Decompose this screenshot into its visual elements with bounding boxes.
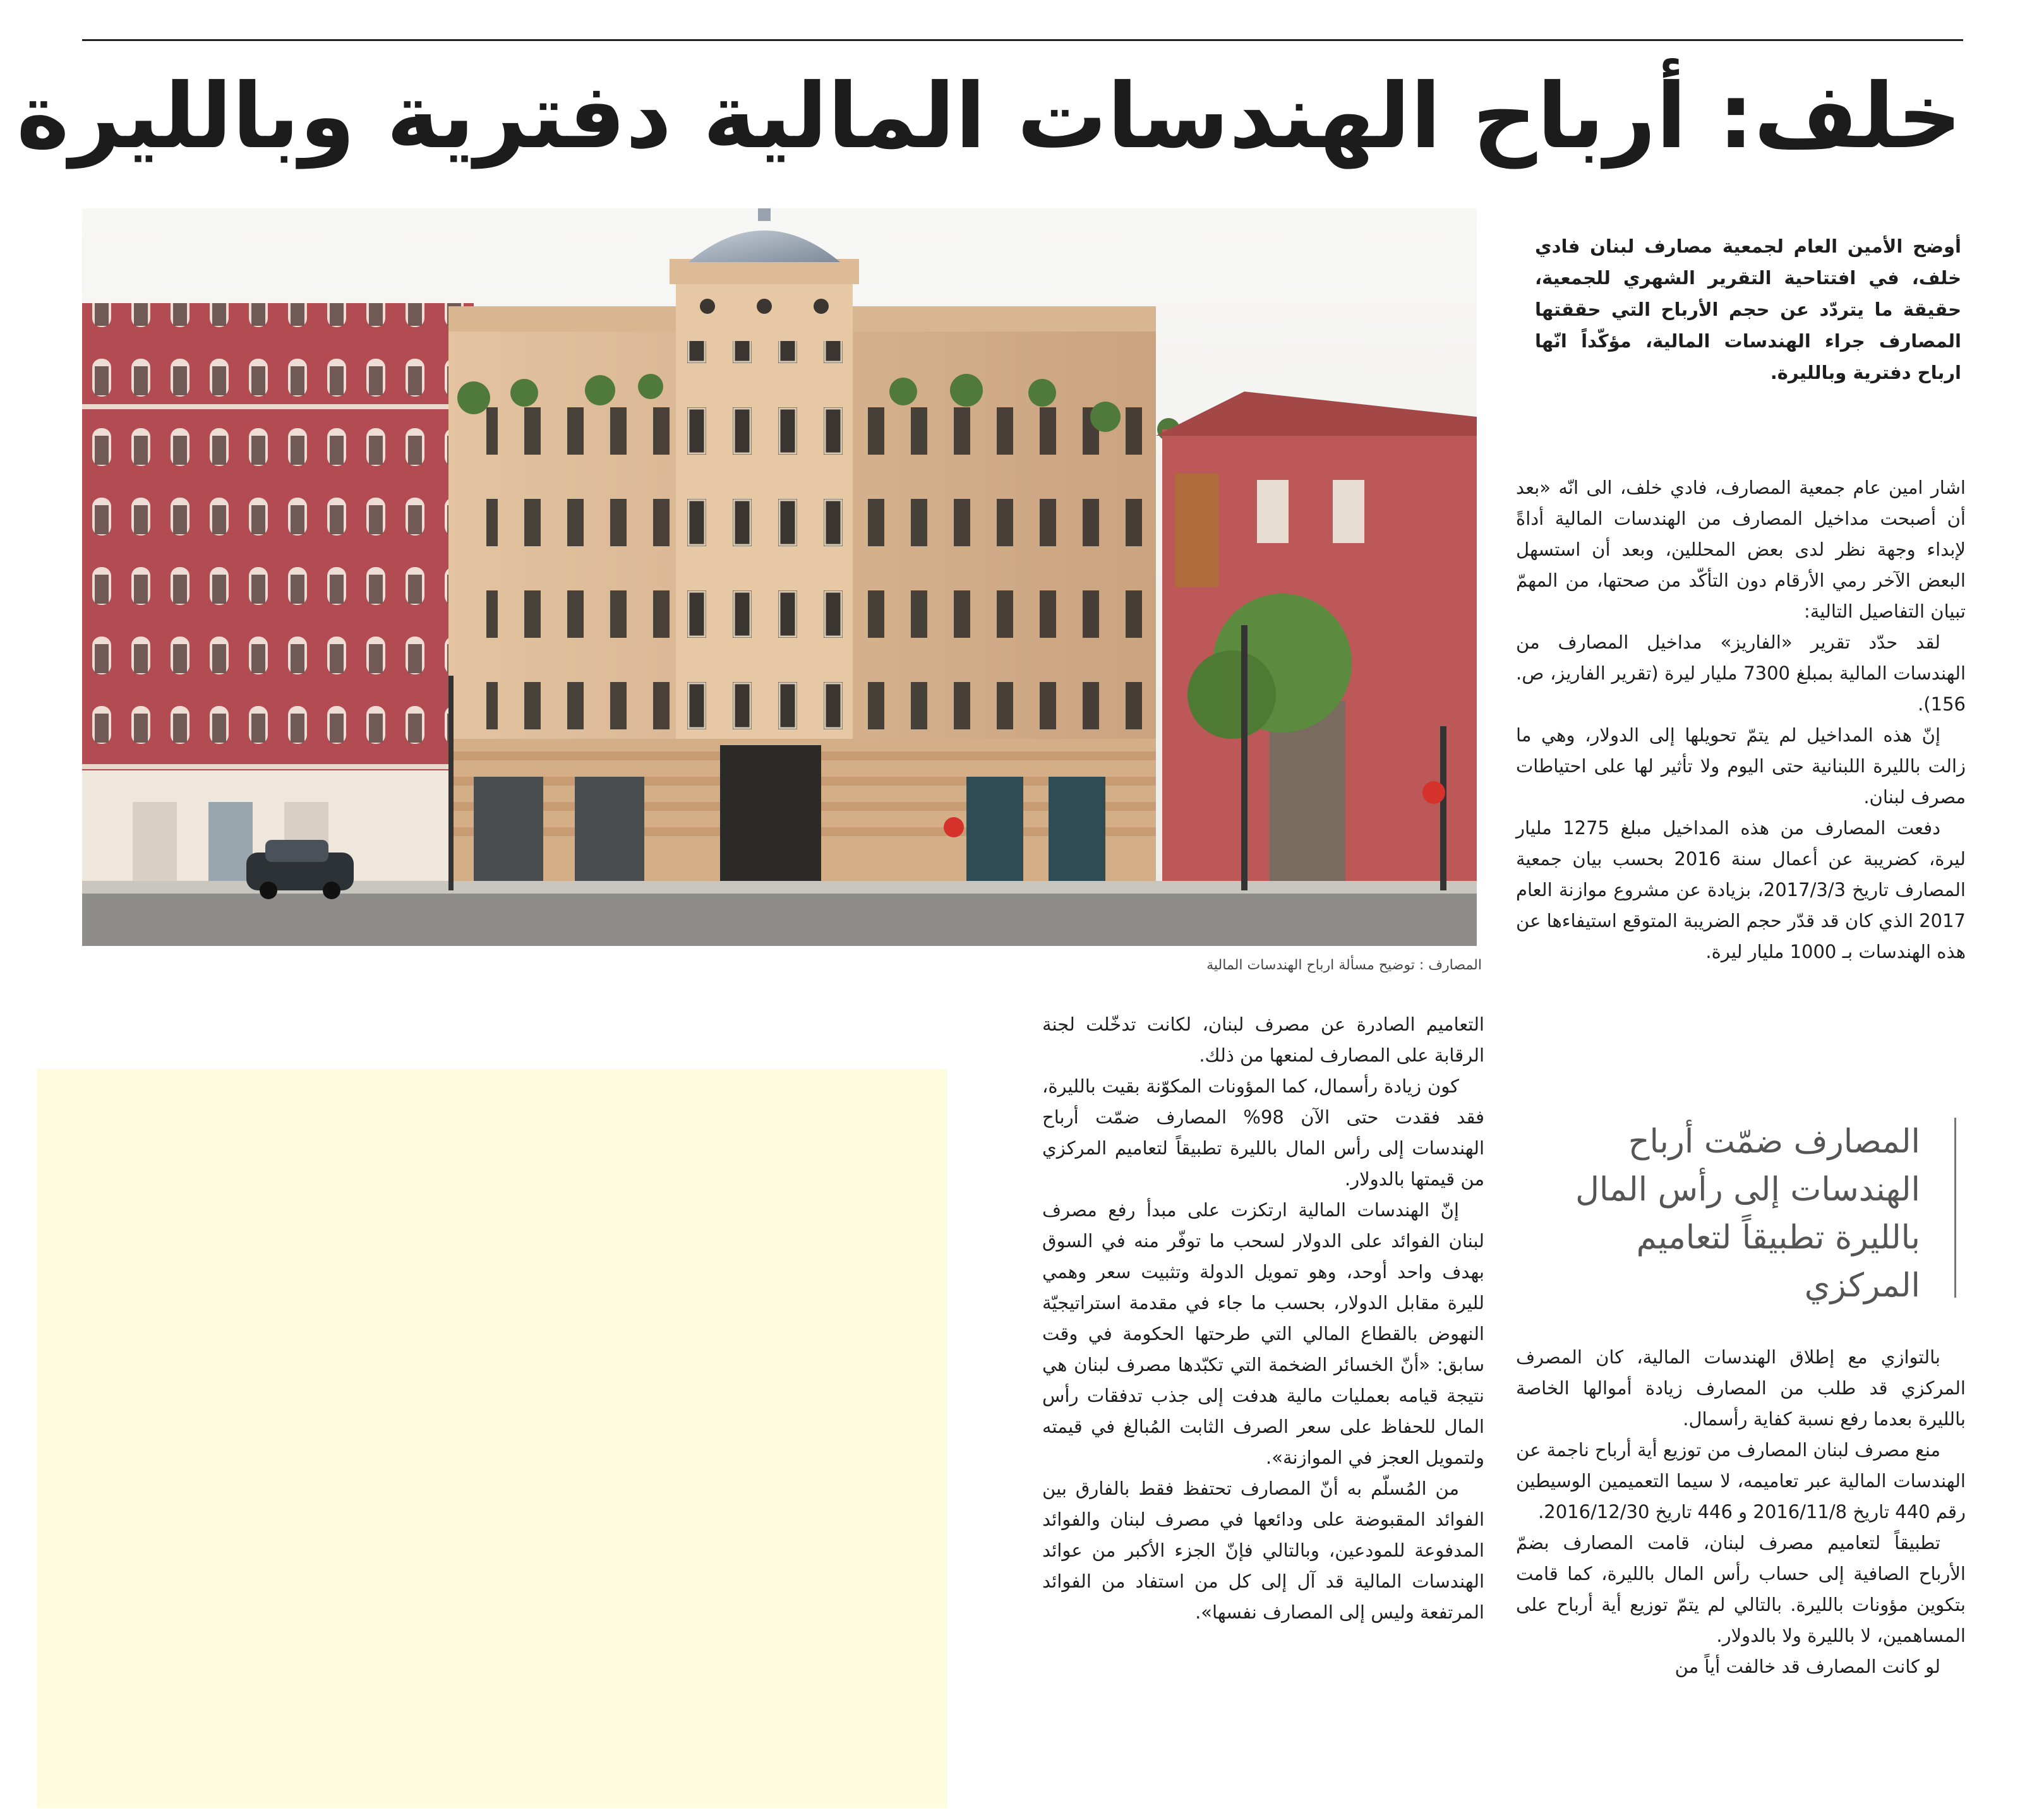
pull-quote-rule [1954,1118,1956,1298]
paragraph: إنّ الهندسات المالية ارتكزت على مبدأ رفع مصرف لبنان الفوائد على الدولار لسحب ما توفّر منه في السوق بهدف واحد أوحد، وهو تمويل الدولة وتثبيت سعر وهمي لليرة مقابل الدولار، بحسب ما جاء في مقدمة استراتيجيّة النهوض بالقطاع المالي التي طرحتها الحكومة في وقت سابق: «أنّ الخسائر الضخمة التي تكبّدها مصرف لبنان هي نتيجة قيامه بعمليات مالية هدفت إلى جذب تدفقات رأس المال للحفاظ على سعر الصرف الثابت المُبالغ في قيمته ولتمويل العجز في الموازنة». [1042,1199,1484,1468]
paragraph: إنّ هذه المداخيل لم يتمّ تحويلها إلى الدولار، وهي ما زالت بالليرة اللبنانية حتى اليوم ولا تأثير لها على احتياطات مصرف لبنان. [1516,724,1966,808]
paragraph: التعاميم الصادرة عن مصرف لبنان، لكانت تدخّلت لجنة الرقابة على المصارف لمنعها من ذلك. [1042,1014,1484,1066]
paragraph: تطبيقاً لتعاميم مصرف لبنان، قامت المصارف بضمّ الأرباح الصافية إلى حساب رأس المال بالليرة، كما قامت بتكوين مؤونات بالليرة. بالتالي لم يتمّ توزيع أية أرباح على المساهمين، لا بالليرة ولا بالدولار. [1516,1532,1966,1646]
column-b [1042,1009,1484,1628]
lead-paragraph: أوضح الأمين العام لجمعية مصارف لبنان فادي خلف، في افتتاحية التقرير الشهري للجمعية، حقيقة ما يتردّد عن حجم الأرباح التي حققتها المصارف جراء الهندسات المالية، مؤكّداً انّها ارباح دفترية وبالليرة. [1535,236,1961,383]
paragraph: لو كانت المصارف قد خالفت أياً من [1674,1656,1940,1677]
ad-placeholder [37,1069,947,1808]
paragraph: لقد حدّد تقرير «الفاريز» مداخيل المصارف من الهندسات المالية بمبلغ 7300 مليار ليرة (تقرير الفاريز، ص. 156). [1516,631,1966,715]
photo-caption: المصارف : توضيح مسألة ارباح الهندسات المالية [1206,957,1482,973]
paragraph: منع مصرف لبنان المصارف من توزيع أية أرباح ناجمة عن الهندسات المالية عبر تعاميمه، لا سيما التعميمين الوسيطين رقم 440 تاريخ 2016/11/8 و 446 تاريخ 2016/12/30. [1516,1439,1966,1523]
column-a-top [1516,472,1966,967]
column-a-bottom [1516,1342,1966,1682]
paragraph: دفعت المصارف من هذه المداخيل مبلغ 1275 مليار ليرة، كضريبة عن أعمال سنة 2016 بحسب بيان جمعية المصارف تاريخ 2017/3/3، بزيادة عن مشروع موازنة العام 2017 الذي كان قد قدّر حجم الضريبة المتوقع استيفاءها عن هذه الهندسات بـ 1000 مليار ليرة. [1516,817,1966,962]
paragraph: بالتوازي مع إطلاق الهندسات المالية، كان المصرف المركزي قد طلب من المصارف زيادة أموالها الخاصة بالليرة بعدما رفع نسبة كفاية رأسمال. [1516,1346,1966,1430]
paragraph: كون زيادة رأسمال، كما المؤونات المكوّنة بقيت بالليرة، فقد فقدت حتى الآن 98% المصارف ضمّت أرباح الهندسات إلى رأس المال بالليرة تطبيقاً لتعاميم المركزي من قيمتها بالدولار. [1042,1075,1484,1190]
pull-quote: المصارف ضمّت أرباح الهندسات إلى رأس المال بالليرة تطبيقاً لتعاميم المركزي [1575,1123,1920,1305]
paragraph: من المُسلّم به أنّ المصارف تحتفظ فقط بالفارق بين الفوائد المقبوضة على ودائعها في مصرف لبنان والفوائد المدفوعة للمودعين، وبالتالي فإنّ الجزء الأكبر من عوائد الهندسات المالية قد آل إلى كل من استفاد من الفوائد المرتفعة وليس إلى المصارف نفسها». [1042,1478,1484,1623]
top-rule [82,39,1963,41]
paragraph: اشار امين عام جمعية المصارف، فادي خلف، الى انّه «بعد أن أصبحت مداخيل المصارف من الهندسات المالية أداةً لإبداء وجهة نظر لدى بعض المحللين، وبعد أن استسهل البعض الآخر رمي الأرقام دون التأكّد من صحتها، من المهمّ تبيان التفاصيل التالية: [1516,477,1966,622]
article-photo [82,208,1477,946]
headline: خلف: أرباح الهندسات المالية دفترية وبالليرة [16,64,1962,169]
